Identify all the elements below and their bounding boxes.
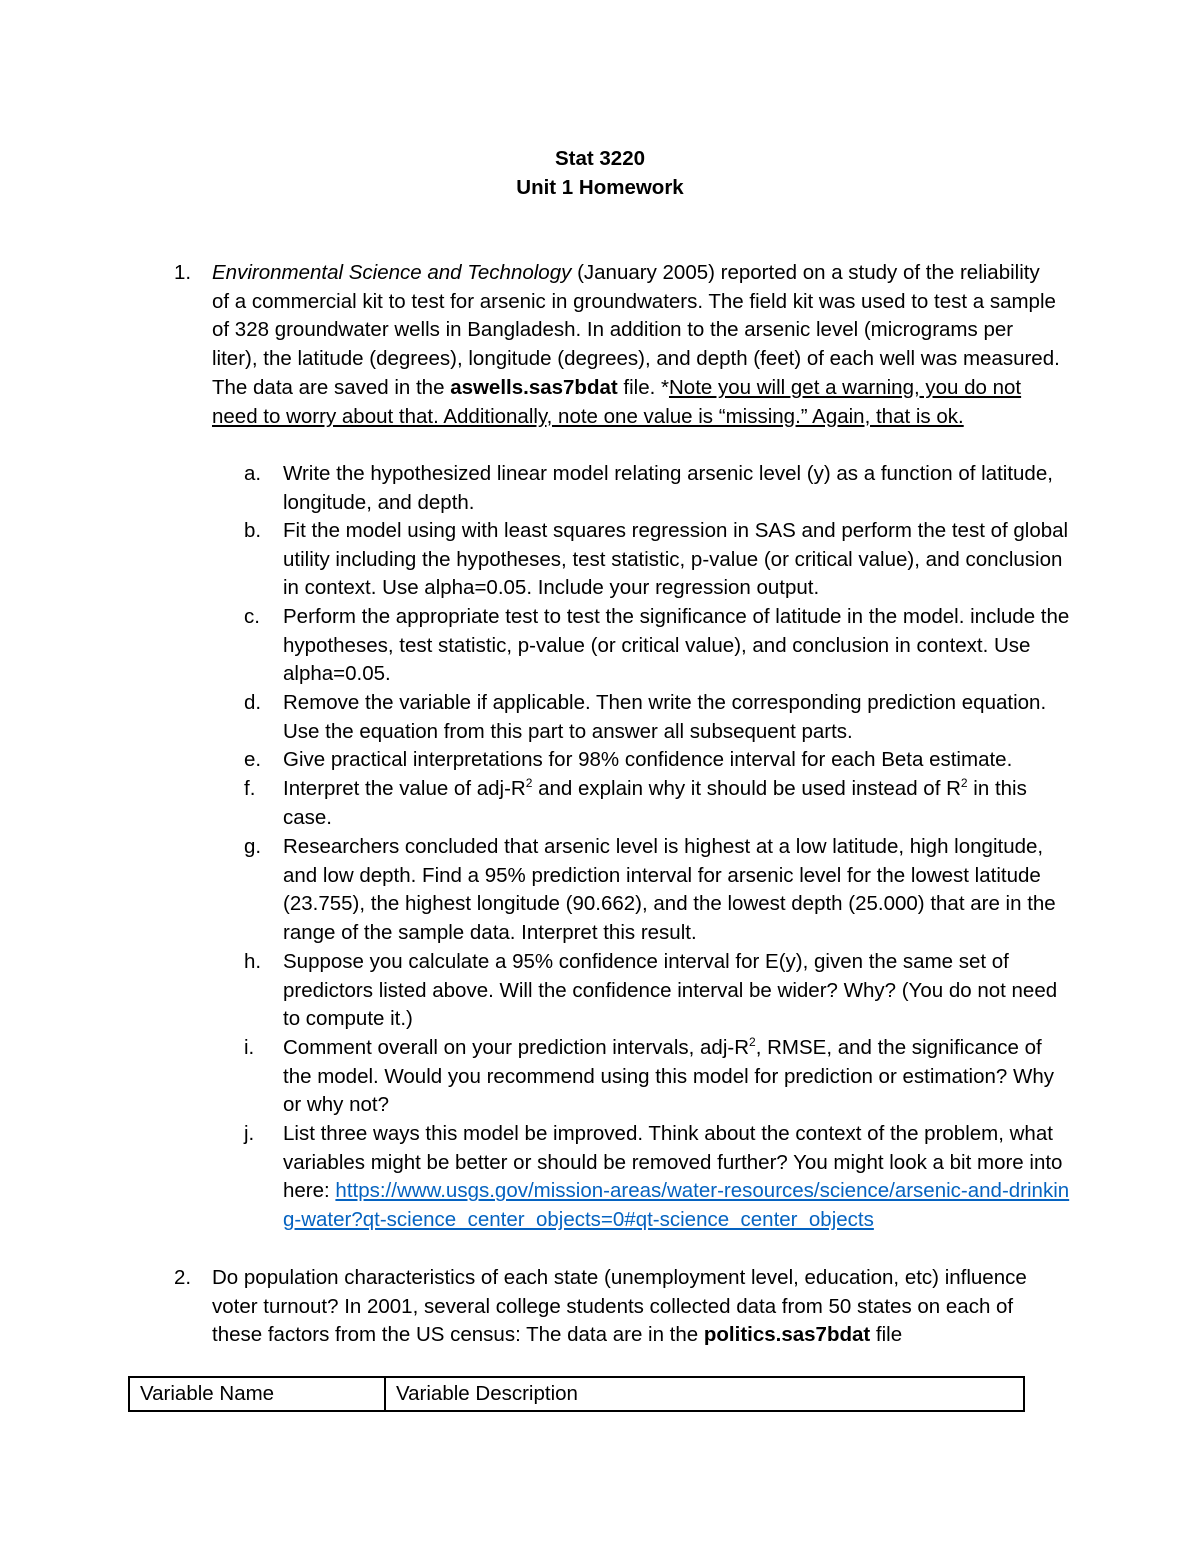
question-number: 1.	[174, 261, 192, 284]
dataset-filename: aswells.sas7bdat	[450, 375, 618, 399]
question-text: Do population characteristics of each state (unemployment level, education, etc) influence voter turnout? In 2001, several college students collected data from 50 states on each of these factors from the US census: The data are in the politics.sas7bdat file	[212, 1266, 1027, 1347]
question-number: 2.	[174, 1266, 192, 1289]
table-header-row	[129, 1377, 1024, 1411]
warning-note: Note you will get a warning, you do not need to worry about that. Additionally, note one value is “missing.” Again, that is ok.	[212, 375, 1022, 428]
document-page: Stat 3220 Unit 1 Homework 1. Environmental Science and Technology (January 2005) reported on a study of the reliability of a commercial kit to test for arsenic in groundwaters. The field kit was used to test a sample of 328 groundwater wells in Bangladesh. In addition to the arsenic level (micrograms per liter), the latitude (degrees), longitude (degrees), and depth (feet) of each well was measured. The data are saved in the aswells.sas7bdat file. *Note you will get a warning, you do not need to worry about that. Additionally, note one value is “missing.” Again, that is ok. a. Write the hypothesized linear model relating arsenic level (y) as a function of latitude, longitude, and depth. b. Fit the model using with least squares regression in SAS and perform the test of global utility including the hypotheses, test statistic, p-value (or critical value), and conclusion in context. Use alpha=0.05. Include your regression output. c. Perform the appropriate test to test the significance of latitude in the model. include the hypotheses, test statistic, p-value (or critical value), and conclusion in context. Use alpha=0.05. d. Remove the variable if applicable. Then write the corresponding prediction equation. Use the equation from this part to answer all subsequent parts. e. Give practical interpretations for 98% confidence interval for each Beta estimate. f. Interpret the value of adj-$R^2$ and explain why it should be used instead of $R^2$ in this case. g. Researchers concluded that arsenic level is highest at a low latitude, high longitude, and low depth. Find a 95% prediction interval for arsenic level for the lowest latitude (23.755), the highest longitude (90.662), and the lowest depth (25.000) that are in the range of the sample data. Interpret this result. h. Suppose you calculate a 95% confidence interval for E(y), given the same set of predictors listed above. Will the confidence interval be wider? Why? (You do not need to compute it.) i. Comment overall on your prediction intervals, adj-$R^2$, RMSE, and the significance of the model. Would you recommend using this model for prediction or estimation? Why or why not? j. List three ways this model be improved. Think about the context of the problem, what variables might be better or should be removed further? You might look a bit more into here: https://www.usgs.gov/mission-areas/water-resources/science/arsenic-and-drinking-water?qt-science_center_objects=0#qt-science_center_objects 2. Do population characteristics of each state (unemployment level, education, etc) influence voter turnout? In 2001, several college students collected data from 50 states on each of these factors from the US census: The data are in the politics.sas7bdat file Variable Name Variable Description	[0, 0, 1200, 1553]
assignment-title: Unit 1 Homework	[516, 176, 684, 199]
header-variable-name: Variable Name	[129, 1377, 385, 1411]
usgs-arsenic-link[interactable]: https://www.usgs.gov/mission-areas/water-resources/science/arsenic-and-drinking-water?qt-science_center_objects=0#qt-science_center_objects	[283, 1179, 1070, 1232]
question-text: Environmental Science and Technology (January 2005) reported on a study of the reliability of a commercial kit to test for arsenic in groundwaters. The field kit was used to test a sample of 328 groundwater wells in Bangladesh. In addition to the arsenic level (micrograms per liter), the latitude (degrees), longitude (degrees), and depth (feet) of each well was measured. The data are saved in the aswells.sas7bdat file. *Note you will get a warning, you do not need to worry about that. Additionally, note one value is “missing.” Again, that is ok.	[212, 261, 1060, 428]
course-title: Stat 3220	[554, 147, 646, 170]
header-variable-description: Variable Description	[385, 1377, 1024, 1411]
dataset-filename: politics.sas7bdat	[703, 1323, 871, 1347]
variables-table	[128, 1376, 1025, 1412]
journal-name: Environmental Science and Technology	[212, 261, 572, 284]
